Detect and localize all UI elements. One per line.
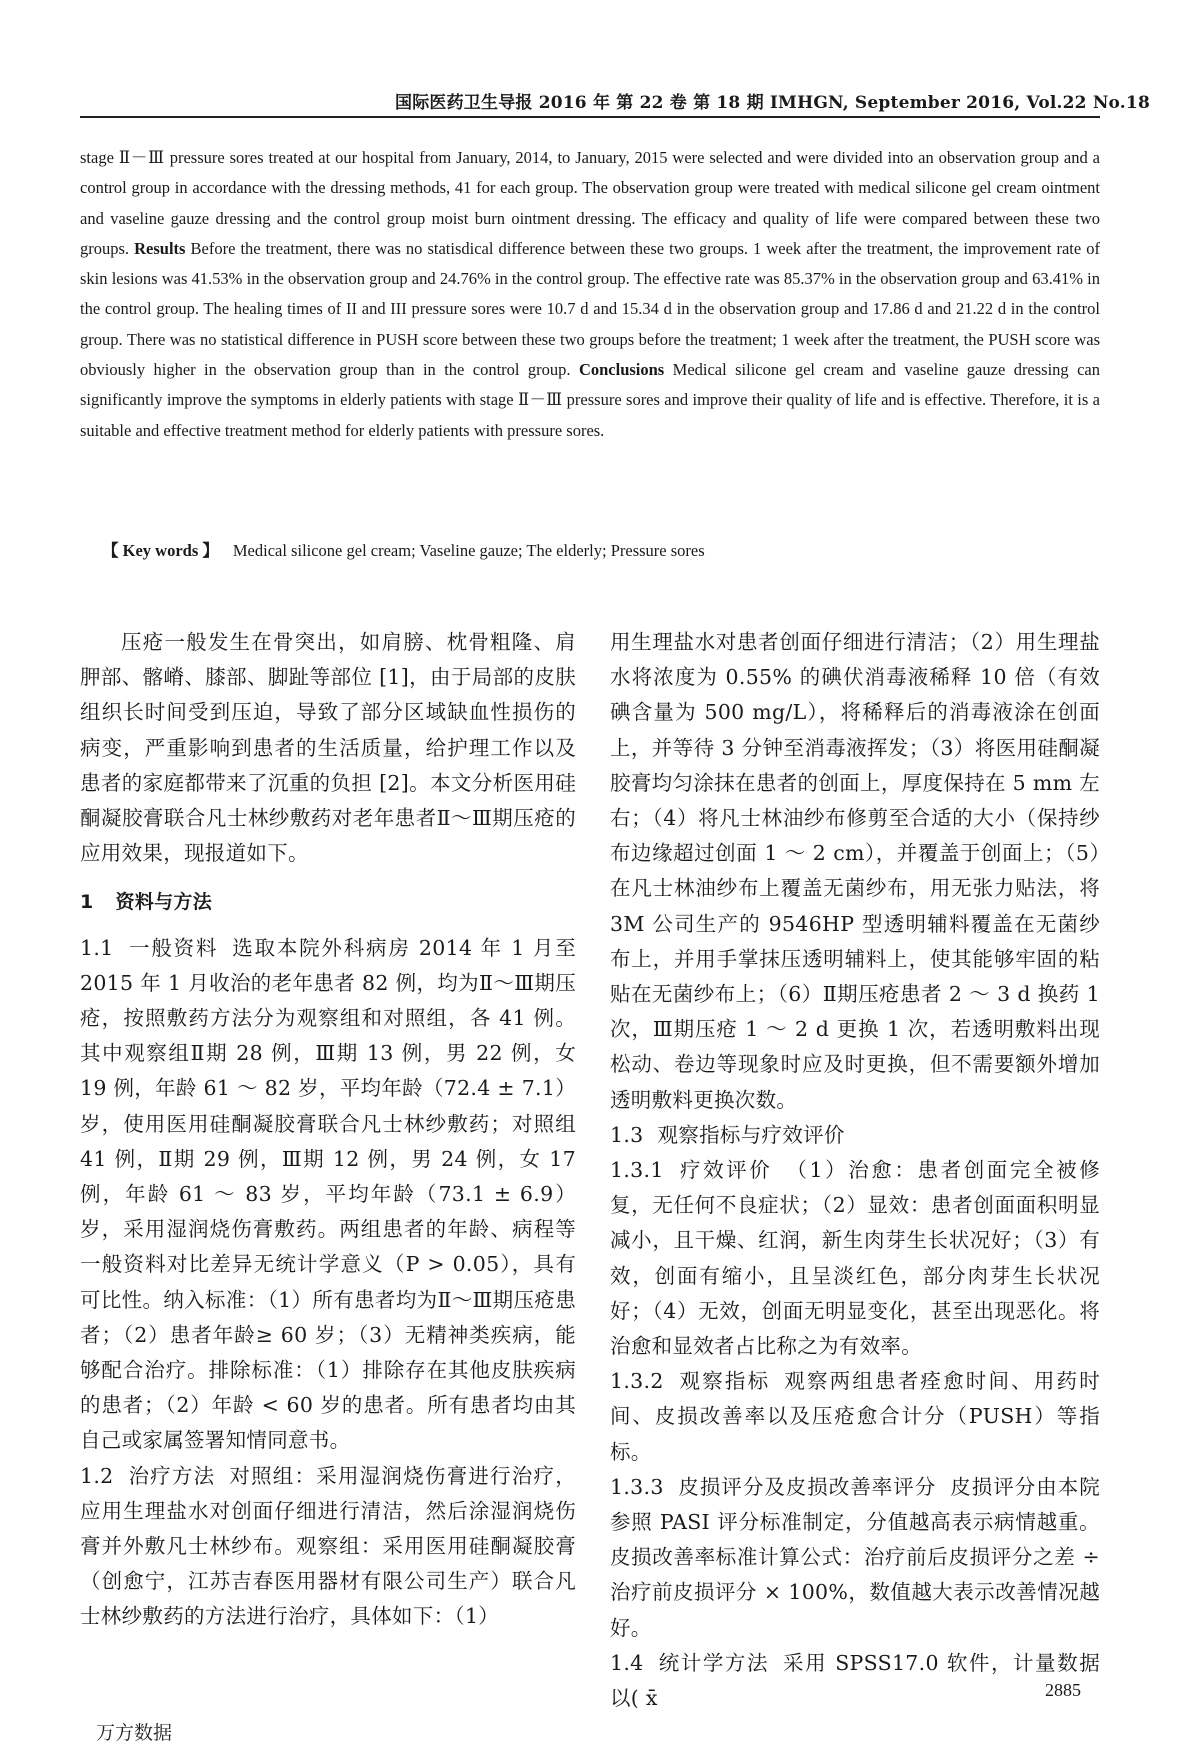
section-1-3-3-title: 皮损评分及皮损改善率评分 bbox=[677, 1474, 937, 1499]
abstract-methods-text: stage Ⅱ－Ⅲ pressure sores treated at our hospital from January, 2014, to January, 2015 were selected and were divided into an observation group and a control group in accordance with the dressing methods, 41 for each group. The observation group were treated with medical silicone gel cream ointment and vaseline gauze dressing and the control group moist burn ointment dressing. The efficacy and quality of life were compared between these two groups. bbox=[80, 148, 1100, 258]
section-1-2-title: 治疗方法 bbox=[127, 1463, 216, 1488]
keywords bbox=[102, 537, 1102, 561]
section-1-3-title: 观察指标与疗效评价 bbox=[657, 1122, 845, 1147]
section-1-title: 资料与方法 bbox=[115, 891, 213, 914]
english-abstract bbox=[80, 143, 1100, 446]
header-rule bbox=[80, 116, 1100, 118]
section-1-3-2-number: 1.3.2 bbox=[610, 1369, 664, 1394]
conclusions-label: Conclusions bbox=[578, 360, 665, 380]
section-1-2-text: 对照组：采用湿润烧伤膏进行治疗，应用生理盐水对创面仔细进行清洁，然后涂湿润烧伤膏并外敷凡士林纱布。观察组：采用医用硅酮凝胶膏（创愈宁，江苏吉春医用器材有限公司生产）联合凡士林纱敷药的方法进行治疗，具体如下：（1） bbox=[80, 1463, 576, 1629]
section-1-number: 1 bbox=[80, 891, 94, 914]
keywords-label: 【 Key words 】 bbox=[102, 541, 219, 560]
section-1-3-number: 1.3 bbox=[610, 1122, 644, 1147]
section-1-1 bbox=[80, 931, 576, 1459]
section-1-4-number: 1.4 bbox=[610, 1650, 644, 1675]
section-1-1-text: 选取本院外科病房 2014 年 1 月至 2015 年 1 月收治的老年患者 82 例，均为Ⅱ～Ⅲ期压疮，按照敷药方法分为观察组和对照组，各 41 例。其中观察组Ⅱ期 28 例，Ⅲ期 13 例，男 22 例，女 19 例，年龄 61 ～ 82 岁，平均年龄（72.4 ± 7.1）岁，使用医用硅酮凝胶膏联合凡士林纱敷药；对照组 41 例，Ⅱ期 29 例，Ⅲ期 12 例，男 24 例，女 17 例，年龄 61 ～ 83 岁，平均年龄（73.1 ± 6.9）岁，采用湿润烧伤膏敷药。两组患者的年龄、病程等一般资料对比差异无统计学意义（P > 0.05），具有可比性。纳入标准：（1）所有患者均为Ⅱ～Ⅲ期压疮患者；（2）患者年龄≥ 60 岁；（3）无精神类疾病，能够配合治疗。排除标准：（1）排除存在其他皮肤疾病的患者；（2）年龄 < 60 岁的患者。所有患者均由其自己或家属签署知情同意书。 bbox=[80, 935, 576, 1453]
section-1-3-2-text: 观察两组患者痊愈时间、用药时间、皮损改善率以及压疮愈合计分（PUSH）等指标。 bbox=[610, 1369, 1100, 1464]
abstract-conclusions-text: Medical silicone gel cream and vaseline gauze dressing can significantly improve the symptoms in elderly patients with stage Ⅱ－Ⅲ pressure sores and improve their quality of life and is effective. Therefore, it is a suitable and effective treatment method for elderly patients with pressure sores. bbox=[80, 360, 1100, 440]
section-1-2-number: 1.2 bbox=[80, 1463, 114, 1488]
section-1-3-1-text: （1）治愈：患者创面完全被修复，无任何不良症状；（2）显效：患者创面面积明显减小，且干燥、红润，新生肉芽生长状况好；（3）有效，创面有缩小，且呈淡红色，部分肉芽生长状况好；（4）无效，创面无明显变化，甚至出现恶化。将治愈和显效者占比称之为有效率。 bbox=[610, 1158, 1100, 1359]
section-1-heading bbox=[80, 885, 576, 920]
section-1-3-3 bbox=[610, 1470, 1100, 1646]
results-label: Results bbox=[134, 238, 186, 258]
section-1-2-continued: 用生理盐水对患者创面仔细进行清洁；（2）用生理盐水将浓度为 0.55% 的碘伏消毒液稀释 10 倍（有效碘含量为 500 mg/L），将稀释后的消毒液涂在创面上，并等待 3 分钟至消毒液挥发；（3）将医用硅酮凝胶膏均匀涂抹在患者的创面上，厚度保持在 5 mm 左右；（4）将凡士林油纱布修剪至合适的大小（保持纱布边缘超过创面 1 ～ 2 cm），并覆盖于创面上；（5）在凡士林油纱布上覆盖无菌纱布，用无张力贴法，将 3M 公司生产的 9546HP 型透明辅料覆盖在无菌纱布上，并用手掌抹压透明辅料上，使其能够牢固的粘贴在无菌纱布上；（6）Ⅱ期压疮患者 2 ～ 3 d 换药 1 次，Ⅲ期压疮 1 ～ 2 d 更换 1 次，若透明敷料出现松动、卷边等现象时应及时更换，但不需要额外增加透明敷料更换次数。 bbox=[610, 630, 1100, 1112]
keywords-text: Medical silicone gel cream; Vaseline gauze; The elderly; Pressure sores bbox=[232, 541, 705, 560]
abstract-results-text: Before the treatment, there was no statisdical difference between these two groups. 1 week after the treatment, the improvement rate of skin lesions was 41.53% in the observation group and 24.76% in the control group. The effective rate was 85.37% in the observation group and 63.41% in the control group. The healing times of II and III pressure sores were 10.7 d and 15.34 d in the observation group and 17.86 d and 21.22 d in the control group. There was no statistical difference in PUSH score between these two groups before the treatment; 1 week after the treatment, the PUSH score was obviously higher in the observation group than in the control group. bbox=[80, 238, 1100, 380]
footer-watermark: 万方数据 bbox=[96, 1722, 173, 1744]
section-1-3-1-title: 疗效评价 bbox=[677, 1158, 773, 1183]
section-1-3-1 bbox=[610, 1153, 1100, 1364]
section-1-2 bbox=[80, 1459, 576, 1635]
section-1-4-title: 统计学方法 bbox=[657, 1650, 770, 1675]
section-1-4 bbox=[610, 1646, 1100, 1716]
section-1-3-2-title: 观察指标 bbox=[677, 1369, 771, 1394]
section-1-3-1-number: 1.3.1 bbox=[610, 1158, 664, 1183]
journal-header: 国际医药卫生导报 2016 年 第 22 卷 第 18 期 IMHGN, September 2016, Vol.22 No.18 bbox=[395, 93, 1150, 113]
section-1-3-3-number: 1.3.3 bbox=[610, 1474, 664, 1499]
section-1-1-number: 1.1 bbox=[80, 935, 114, 960]
left-column bbox=[80, 625, 576, 1635]
section-1-3-2 bbox=[610, 1364, 1100, 1470]
section-1-3-3-text: 皮损评分由本院参照 PASI 评分标准制定，分值越高表示病情越重。皮损改善率标准计算公式：治疗前后皮损评分之差 ÷ 治疗前皮损评分 × 100%，数值越大表示改善情况越好。 bbox=[610, 1474, 1100, 1640]
section-1-1-title: 一般资料 bbox=[127, 935, 219, 960]
page-number: 2885 bbox=[1045, 1680, 1081, 1700]
section-1-4-text: 采用 SPSS17.0 软件，计量数据以( x̄ bbox=[610, 1650, 1100, 1711]
section-1-3-heading bbox=[610, 1118, 1100, 1153]
right-column bbox=[610, 625, 1100, 1716]
intro-paragraph: 压疮一般发生在骨突出，如肩膀、枕骨粗隆、肩胛部、髂嵴、膝部、脚趾等部位 [1]，由于局部的皮肤组织长时间受到压迫，导致了部分区域缺血性损伤的病变，严重影响到患者的生活质量，给护理工作以及患者的家庭都带来了沉重的负担 [2]。本文分析医用硅酮凝胶膏联合凡士林纱敷药对老年患者Ⅱ～Ⅲ期压疮的应用效果，现报道如下。 bbox=[80, 630, 576, 866]
